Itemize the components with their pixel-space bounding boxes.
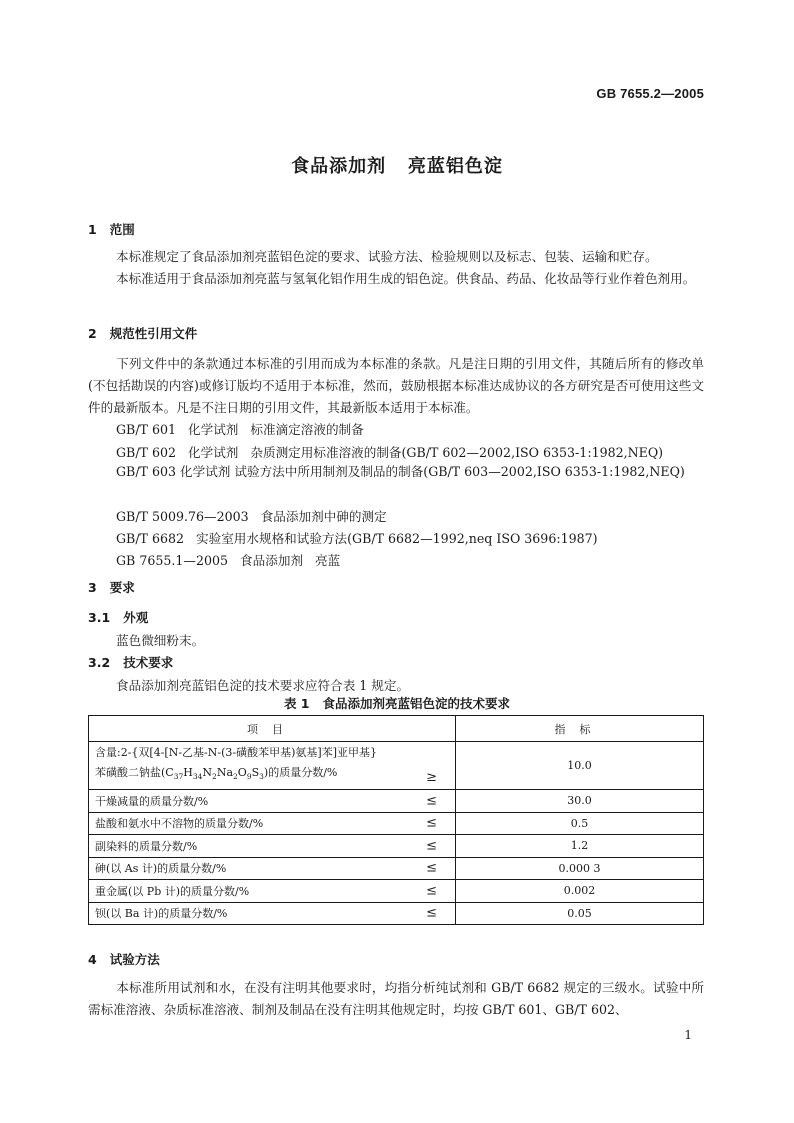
row-value: 0.002 (456, 880, 704, 903)
row-item (89, 812, 456, 835)
formula-part: O (237, 766, 247, 780)
formula-part: 苯磺酸二钠盐(C (95, 766, 174, 780)
table-row (89, 812, 704, 835)
section-3-heading: 3 要求 (88, 580, 135, 595)
page-number: 1 (684, 1028, 692, 1042)
relation-symbol: ≤ (426, 883, 437, 899)
formula-sub: 2 (233, 772, 238, 782)
row-item (89, 880, 456, 903)
reference-item: GB/T 6682 实验室用水规格和试验方法(GB/T 6682—1992,neq ISO 3696:1987) (116, 531, 598, 546)
reference-item: GB/T 603 化学试剂 试验方法中所用制剂及制品的制备(GB/T 603—2002,ISO 6353-1:1982,NEQ) (116, 464, 685, 479)
formula-part: )的质量分数/% (263, 766, 338, 780)
formula-sub: 9 (246, 772, 252, 782)
section-1-paragraph-2-text: 本标准适用于食品添加剂亮蓝与氢氧化铝作用生成的铝色淀。供食品、药品、化妆品等行业作着色剂用。 (116, 271, 696, 286)
row-item-text: 副染料的质量分数/% (95, 839, 198, 853)
row-item-text: 干燥减量的质量分数/% (95, 794, 209, 808)
reference-item: GB 7655.1—2005 食品添加剂 亮蓝 (116, 553, 341, 568)
section-2-paragraph-1-text: 下列文件中的条款通过本标准的引用而成为本标准的条款。凡是注日期的引用文件，其随后所有的修改单(不包括勘误的内容)或修订版均不适用于本标准，然而，鼓励根据本标准达成协议的各方研究是否可使用这些文件的最新版本。凡是不注日期的引用文件，其最新版本适用于本标准。 (88, 356, 704, 415)
relation-symbol: ≤ (426, 905, 437, 921)
table-row (89, 902, 704, 925)
formula-sub: 34 (192, 772, 203, 782)
section-4-paragraph-1-text: 本标准所用试剂和水，在没有注明其他要求时，均指分析纯试剂和 GB/T 6682 规定的三级水。试验中所需标准溶液、杂质标准溶液、制剂及制品在没有注明其他规定时，均按 GB/T 601、GB/T 602、 (88, 980, 704, 1017)
row-item-text: 盐酸和氨水中不溶物的质量分数/% (95, 817, 264, 831)
formula-part: H (183, 766, 193, 780)
row-value: 0.000 3 (456, 857, 704, 880)
section-3-2-text: 食品添加剂亮蓝铝色淀的技术要求应符合表 1 规定。 (116, 678, 410, 693)
section-3-1-heading: 3.1 外观 (88, 610, 149, 625)
formula-part: Na (216, 766, 233, 780)
table-caption: 表 1 食品添加剂亮蓝铝色淀的技术要求 (283, 696, 511, 711)
section-2-heading: 2 规范性引用文件 (88, 326, 198, 341)
section-3-2-heading: 3.2 技术要求 (88, 655, 174, 670)
row-item (89, 742, 456, 790)
table-row (89, 857, 704, 880)
formula-sub: 37 (173, 772, 184, 782)
formula-sub: 2 (212, 772, 217, 782)
table-header-row (89, 716, 704, 742)
reference-item: GB/T 5009.76—2003 食品添加剂中砷的测定 (116, 509, 387, 524)
section-1-paragraph-1 (88, 246, 704, 268)
relation-symbol: ≤ (426, 860, 437, 876)
row-item-text: 砷(以 As 计)的质量分数/% (95, 862, 227, 876)
table-row (89, 880, 704, 903)
section-3-1-text: 蓝色微细粉末。 (116, 633, 205, 648)
row-item (89, 857, 456, 880)
row-item-text: 重金属(以 Pb 计)的质量分数/% (95, 884, 250, 898)
row-value: 10.0 (456, 742, 704, 790)
header-index: 指标 (456, 716, 704, 742)
row-value: 0.05 (456, 902, 704, 925)
formula-part: N (202, 766, 213, 780)
reference-item-wrapped (88, 461, 704, 483)
standard-code: GB 7655.2—2005 (596, 86, 704, 101)
relation-symbol: ≤ (426, 815, 437, 831)
section-4-paragraph-1 (88, 977, 704, 1021)
relation-symbol: ≤ (426, 793, 437, 809)
document-title: 食品添加剂 亮蓝铝色淀 (291, 156, 503, 177)
row-item-text: 钡(以 Ba 计)的质量分数/% (95, 907, 228, 921)
spec-table (88, 715, 704, 925)
table-row (89, 835, 704, 858)
relation-symbol: ≤ (426, 838, 437, 854)
row-value: 1.2 (456, 835, 704, 858)
row-item (89, 835, 456, 858)
section-1-heading: 1 范围 (88, 222, 135, 237)
formula-part: S (251, 766, 260, 780)
row-value: 30.0 (456, 790, 704, 813)
section-1-paragraph-1-text: 本标准规定了食品添加剂亮蓝铝色淀的要求、试验方法、检验规则以及标志、包装、运输和贮存。 (116, 249, 658, 264)
row-item (89, 902, 456, 925)
formula-sub: 3 (259, 772, 264, 782)
relation-symbol: ≥ (426, 770, 437, 785)
section-1-paragraph-2 (88, 268, 704, 290)
row-value: 0.5 (456, 812, 704, 835)
reference-item: GB/T 602 化学试剂 杂质测定用标准溶液的制备(GB/T 602—2002,ISO 6353-1:1982,NEQ) (116, 445, 664, 460)
row-item-line-2 (95, 763, 455, 787)
table-row (89, 742, 704, 790)
reference-item: GB/T 601 化学试剂 标准滴定溶液的制备 (116, 422, 364, 437)
table-row (89, 790, 704, 813)
row-item (89, 790, 456, 813)
section-4-heading: 4 试验方法 (88, 952, 160, 967)
header-item: 项目 (89, 716, 456, 742)
row-item-line-1: 含量:2-{双[4-[N-乙基-N-(3-磺酸苯甲基)氨基]苯]亚甲基} (95, 746, 377, 760)
section-2-paragraph-1 (88, 353, 704, 419)
